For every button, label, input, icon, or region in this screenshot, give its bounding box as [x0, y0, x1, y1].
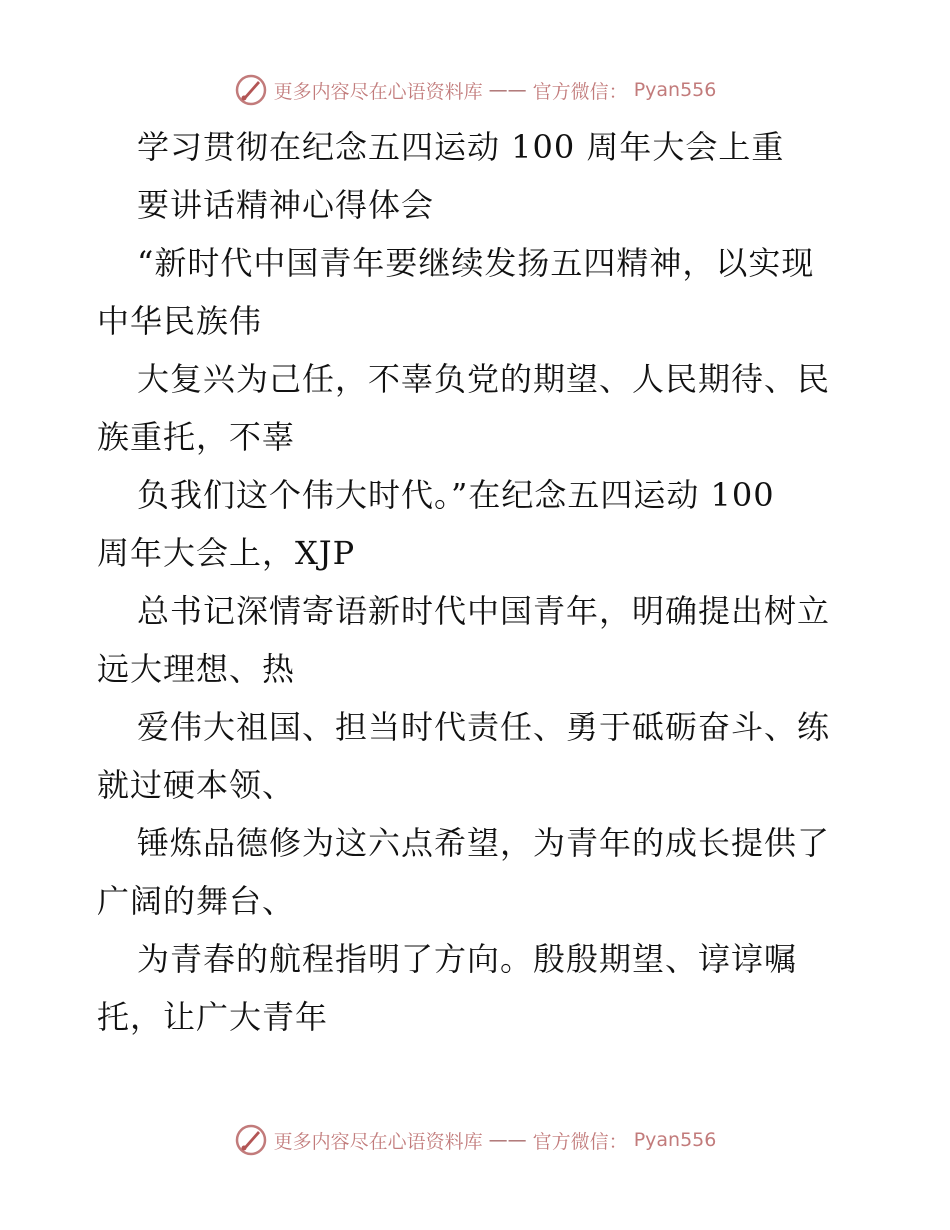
watermark-text: 更多内容尽在心语资料库	[273, 1130, 483, 1153]
text-line: 总书记深情寄语新时代中国青年，明确提出树立	[137, 592, 831, 630]
text-line: 托，让广大青年	[97, 998, 329, 1036]
quill-logo-icon	[234, 1123, 268, 1157]
wechat-id: Pyan556	[633, 79, 717, 101]
text-line: 中华民族伟	[97, 302, 263, 340]
text-line: 锤炼品德修为这六点希望，为青年的成长提供了	[137, 824, 831, 862]
text-line: 就过硬本领、	[97, 766, 296, 804]
text-line: 大复兴为己任，不辜负党的期望、人民期待、民	[137, 360, 831, 398]
text-line: 广阔的舞台、	[97, 882, 296, 920]
text-line: 要讲话精神心得体会	[137, 186, 435, 224]
text-line: 族重托，不辜	[97, 418, 296, 456]
wechat-label: 官方微信：	[532, 80, 628, 103]
watermark-banner-bottom	[0, 1120, 950, 1160]
watermark-dash: ——	[488, 1129, 527, 1151]
watermark-dash: ——	[488, 79, 527, 101]
text-line: “新时代中国青年要继续发扬五四精神，以实现	[137, 244, 815, 282]
text-line: 学习贯彻在纪念五四运动 100 周年大会上重	[137, 128, 785, 166]
text-line: 为青春的航程指明了方向。殷殷期望、谆谆嘱	[137, 940, 798, 978]
text-line: 负我们这个伟大时代。”在纪念五四运动 100	[137, 476, 775, 514]
watermark-banner-top	[0, 70, 950, 110]
wechat-label: 官方微信：	[532, 1130, 628, 1153]
text-line: 爱伟大祖国、担当时代责任、勇于砥砺奋斗、练	[137, 708, 831, 746]
watermark-text: 更多内容尽在心语资料库	[273, 80, 483, 103]
wechat-id: Pyan556	[633, 1129, 717, 1151]
document-body	[97, 118, 857, 1046]
quill-logo-icon	[234, 73, 268, 107]
text-line: 远大理想、热	[97, 650, 296, 688]
text-line: 周年大会上，XJP	[97, 534, 356, 572]
